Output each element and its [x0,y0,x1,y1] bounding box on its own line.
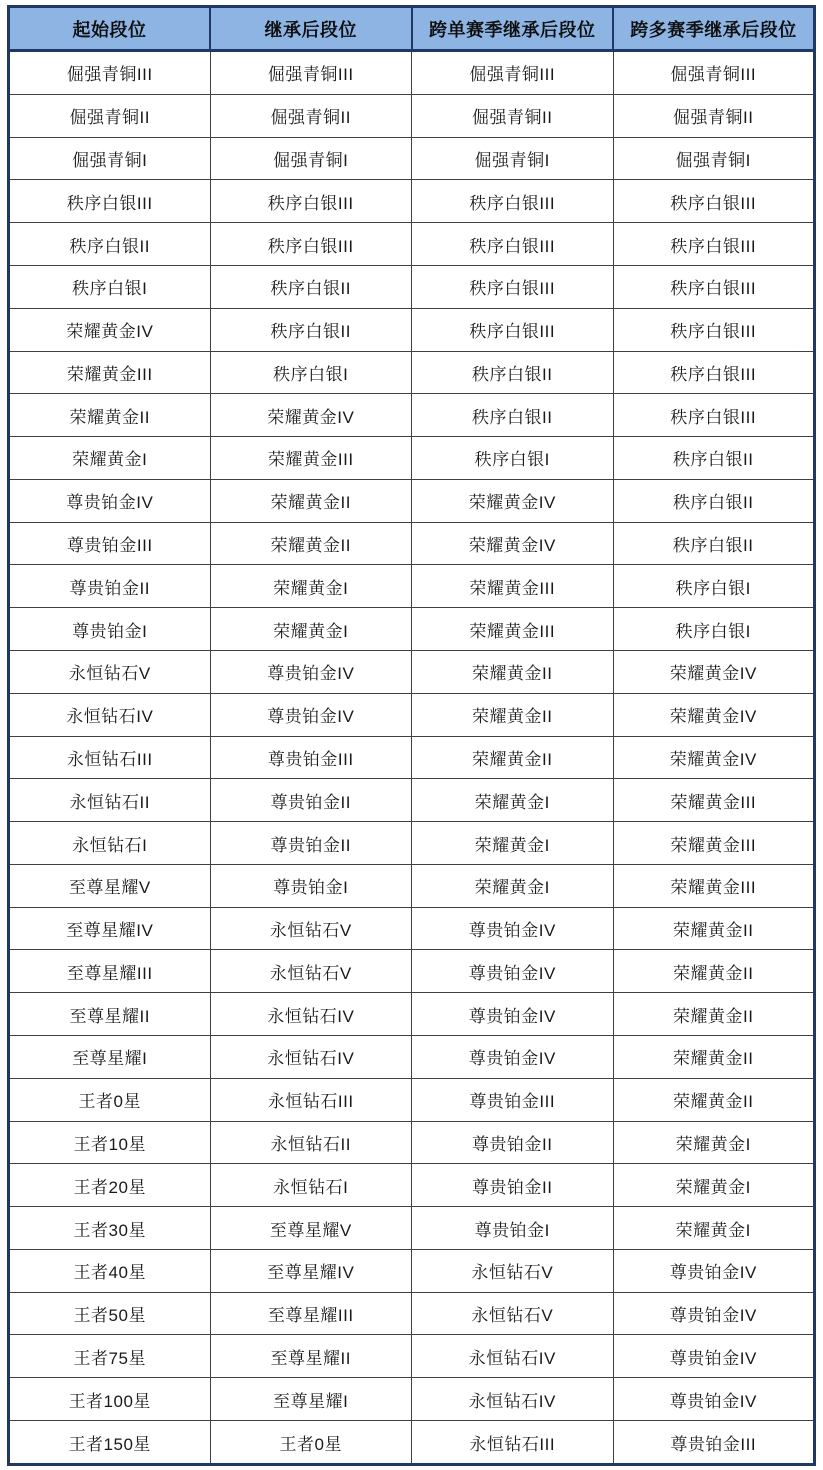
table-cell: 尊贵铂金III [412,1078,614,1121]
table-row [9,308,815,351]
table-row [9,736,815,779]
table-row [9,437,815,480]
table-row [9,907,815,950]
table-cell: 永恒钻石III [9,736,211,779]
table-cell: 秩序白银III [412,223,614,266]
column-header-0: 起始段位 [9,7,211,51]
table-cell: 荣耀黄金II [412,736,614,779]
table-cell: 秩序白银I [613,608,815,651]
table-row [9,608,815,651]
table-cell: 永恒钻石IV [412,1378,614,1421]
table-row [9,1164,815,1207]
table-row [9,180,815,223]
table-row [9,779,815,822]
table-cell: 至尊星耀I [210,1378,412,1421]
table-cell: 荣耀黄金I [9,437,211,480]
table-row [9,394,815,437]
table-cell: 荣耀黄金II [412,650,614,693]
table-row [9,223,815,266]
table-cell: 倔强青铜II [210,94,412,137]
table-cell: 尊贵铂金IV [412,950,614,993]
table-cell: 尊贵铂金II [9,565,211,608]
table-row [9,650,815,693]
table-cell: 荣耀黄金I [412,864,614,907]
table-cell: 倔强青铜I [613,137,815,180]
table-cell: 秩序白银II [412,351,614,394]
table-cell: 秩序白银III [613,351,815,394]
table-cell: 王者100星 [9,1378,211,1421]
table-row [9,479,815,522]
table-cell: 永恒钻石IV [9,693,211,736]
table-cell: 王者50星 [9,1292,211,1335]
table-cell: 永恒钻石IV [412,1335,614,1378]
table-cell: 秩序白银III [613,394,815,437]
table-cell: 尊贵铂金IV [412,1036,614,1079]
table-cell: 秩序白银II [9,223,211,266]
table-cell: 永恒钻石V [9,650,211,693]
table-cell: 秩序白银II [613,522,815,565]
table-cell: 至尊星耀IV [9,907,211,950]
table-row [9,51,815,95]
table-cell: 秩序白银I [210,351,412,394]
table-header [9,7,815,51]
table-cell: 荣耀黄金IV [210,394,412,437]
table-cell: 至尊星耀II [9,993,211,1036]
table-cell: 荣耀黄金II [210,479,412,522]
table-row [9,94,815,137]
table-cell: 荣耀黄金IV [412,522,614,565]
table-cell: 永恒钻石V [210,950,412,993]
column-header-2: 跨单赛季继承后段位 [412,7,614,51]
table-cell: 秩序白银III [613,180,815,223]
table-cell: 秩序白银III [412,265,614,308]
table-cell: 尊贵铂金II [210,822,412,865]
table-cell: 尊贵铂金IV [613,1292,815,1335]
table-cell: 倔强青铜II [613,94,815,137]
table-cell: 至尊星耀III [210,1292,412,1335]
table-cell: 王者10星 [9,1121,211,1164]
table-cell: 尊贵铂金II [412,1121,614,1164]
table-cell: 秩序白银II [613,437,815,480]
table-row [9,1292,815,1335]
table-row [9,693,815,736]
table-cell: 尊贵铂金IV [9,479,211,522]
table-row [9,351,815,394]
table-cell: 尊贵铂金IV [412,993,614,1036]
table-cell: 秩序白银II [613,479,815,522]
table-cell: 至尊星耀III [9,950,211,993]
column-header-3: 跨多赛季继承后段位 [613,7,815,51]
table-cell: 王者30星 [9,1207,211,1250]
table-cell: 秩序白银I [9,265,211,308]
table-cell: 永恒钻石II [210,1121,412,1164]
table-cell: 尊贵铂金IV [412,907,614,950]
table-cell: 倔强青铜I [9,137,211,180]
table-cell: 尊贵铂金I [210,864,412,907]
table-cell: 秩序白银III [613,223,815,266]
table-cell: 荣耀黄金IV [613,650,815,693]
table-cell: 尊贵铂金III [9,522,211,565]
table-cell: 王者20星 [9,1164,211,1207]
table-cell: 荣耀黄金II [210,522,412,565]
table-cell: 荣耀黄金II [613,907,815,950]
table-cell: 秩序白银II [210,308,412,351]
table-row [9,565,815,608]
table-cell: 尊贵铂金IV [613,1249,815,1292]
table-cell: 荣耀黄金III [9,351,211,394]
table-cell: 荣耀黄金IV [613,736,815,779]
table-cell: 倔强青铜I [210,137,412,180]
table-cell: 秩序白银III [412,308,614,351]
table-cell: 倔强青铜II [412,94,614,137]
table-cell: 荣耀黄金IV [412,479,614,522]
header-row [9,7,815,51]
table-cell: 尊贵铂金II [412,1164,614,1207]
table-cell: 秩序白银I [412,437,614,480]
table-cell: 王者0星 [9,1078,211,1121]
table-cell: 秩序白银III [412,180,614,223]
table-cell: 秩序白银III [9,180,211,223]
table-cell: 尊贵铂金IV [613,1378,815,1421]
table-cell: 尊贵铂金III [210,736,412,779]
table-cell: 永恒钻石II [9,779,211,822]
table-cell: 荣耀黄金III [613,779,815,822]
table-cell: 王者75星 [9,1335,211,1378]
table-cell: 荣耀黄金III [210,437,412,480]
table-row [9,1036,815,1079]
table-cell: 王者40星 [9,1249,211,1292]
table-row [9,1249,815,1292]
table-row [9,1121,815,1164]
table-cell: 尊贵铂金IV [613,1335,815,1378]
table-row [9,137,815,180]
table-cell: 至尊星耀V [9,864,211,907]
table-cell: 秩序白银III [210,180,412,223]
table-cell: 荣耀黄金I [613,1121,815,1164]
table-cell: 永恒钻石IV [210,1036,412,1079]
table-cell: 永恒钻石V [412,1249,614,1292]
table-cell: 永恒钻石V [210,907,412,950]
table-cell: 荣耀黄金III [412,565,614,608]
table-row [9,864,815,907]
table-cell: 尊贵铂金IV [210,693,412,736]
table-row [9,822,815,865]
table-cell: 尊贵铂金I [412,1207,614,1250]
table-cell: 荣耀黄金II [613,993,815,1036]
table-cell: 荣耀黄金I [613,1207,815,1250]
table-cell: 秩序白银III [210,223,412,266]
table-cell: 至尊星耀II [210,1335,412,1378]
table-cell: 秩序白银I [613,565,815,608]
table-cell: 永恒钻石III [412,1421,614,1465]
table-row [9,950,815,993]
table-cell: 永恒钻石III [210,1078,412,1121]
table-cell: 永恒钻石I [9,822,211,865]
table-cell: 荣耀黄金I [412,779,614,822]
table-cell: 荣耀黄金IV [9,308,211,351]
table-row [9,1207,815,1250]
table-cell: 倔强青铜III [9,51,211,95]
table-cell: 荣耀黄金II [9,394,211,437]
table-cell: 荣耀黄金I [210,565,412,608]
table-cell: 尊贵铂金II [210,779,412,822]
table-cell: 荣耀黄金II [613,950,815,993]
table-row [9,265,815,308]
table-cell: 至尊星耀IV [210,1249,412,1292]
table-cell: 至尊星耀V [210,1207,412,1250]
table-cell: 倔强青铜II [9,94,211,137]
table-cell: 秩序白银III [613,265,815,308]
table-row [9,993,815,1036]
table-row [9,1078,815,1121]
table-cell: 王者150星 [9,1421,211,1465]
table-cell: 荣耀黄金IV [613,693,815,736]
column-header-1: 继承后段位 [210,7,412,51]
table-row [9,522,815,565]
table-cell: 王者0星 [210,1421,412,1465]
table-cell: 倔强青铜III [613,51,815,95]
table-cell: 荣耀黄金III [613,822,815,865]
table-cell: 秩序白银III [613,308,815,351]
table-body [9,51,815,1465]
table-cell: 永恒钻石IV [210,993,412,1036]
table-cell: 尊贵铂金IV [210,650,412,693]
table-cell: 尊贵铂金III [613,1421,815,1465]
table-cell: 荣耀黄金I [412,822,614,865]
table-cell: 荣耀黄金II [412,693,614,736]
table-cell: 尊贵铂金I [9,608,211,651]
table-cell: 荣耀黄金II [613,1078,815,1121]
table-cell: 倔强青铜III [412,51,614,95]
table-cell: 倔强青铜III [210,51,412,95]
table-row [9,1378,815,1421]
table-cell: 永恒钻石I [210,1164,412,1207]
table-cell: 荣耀黄金I [613,1164,815,1207]
table-cell: 倔强青铜I [412,137,614,180]
table-cell: 至尊星耀I [9,1036,211,1079]
table-cell: 荣耀黄金I [210,608,412,651]
table-row [9,1421,815,1465]
rank-inheritance-table [7,5,816,1466]
table-cell: 永恒钻石V [412,1292,614,1335]
table-cell: 荣耀黄金III [613,864,815,907]
table-cell: 秩序白银II [412,394,614,437]
table-cell: 荣耀黄金II [613,1036,815,1079]
table-cell: 荣耀黄金III [412,608,614,651]
table-cell: 秩序白银II [210,265,412,308]
table-row [9,1335,815,1378]
